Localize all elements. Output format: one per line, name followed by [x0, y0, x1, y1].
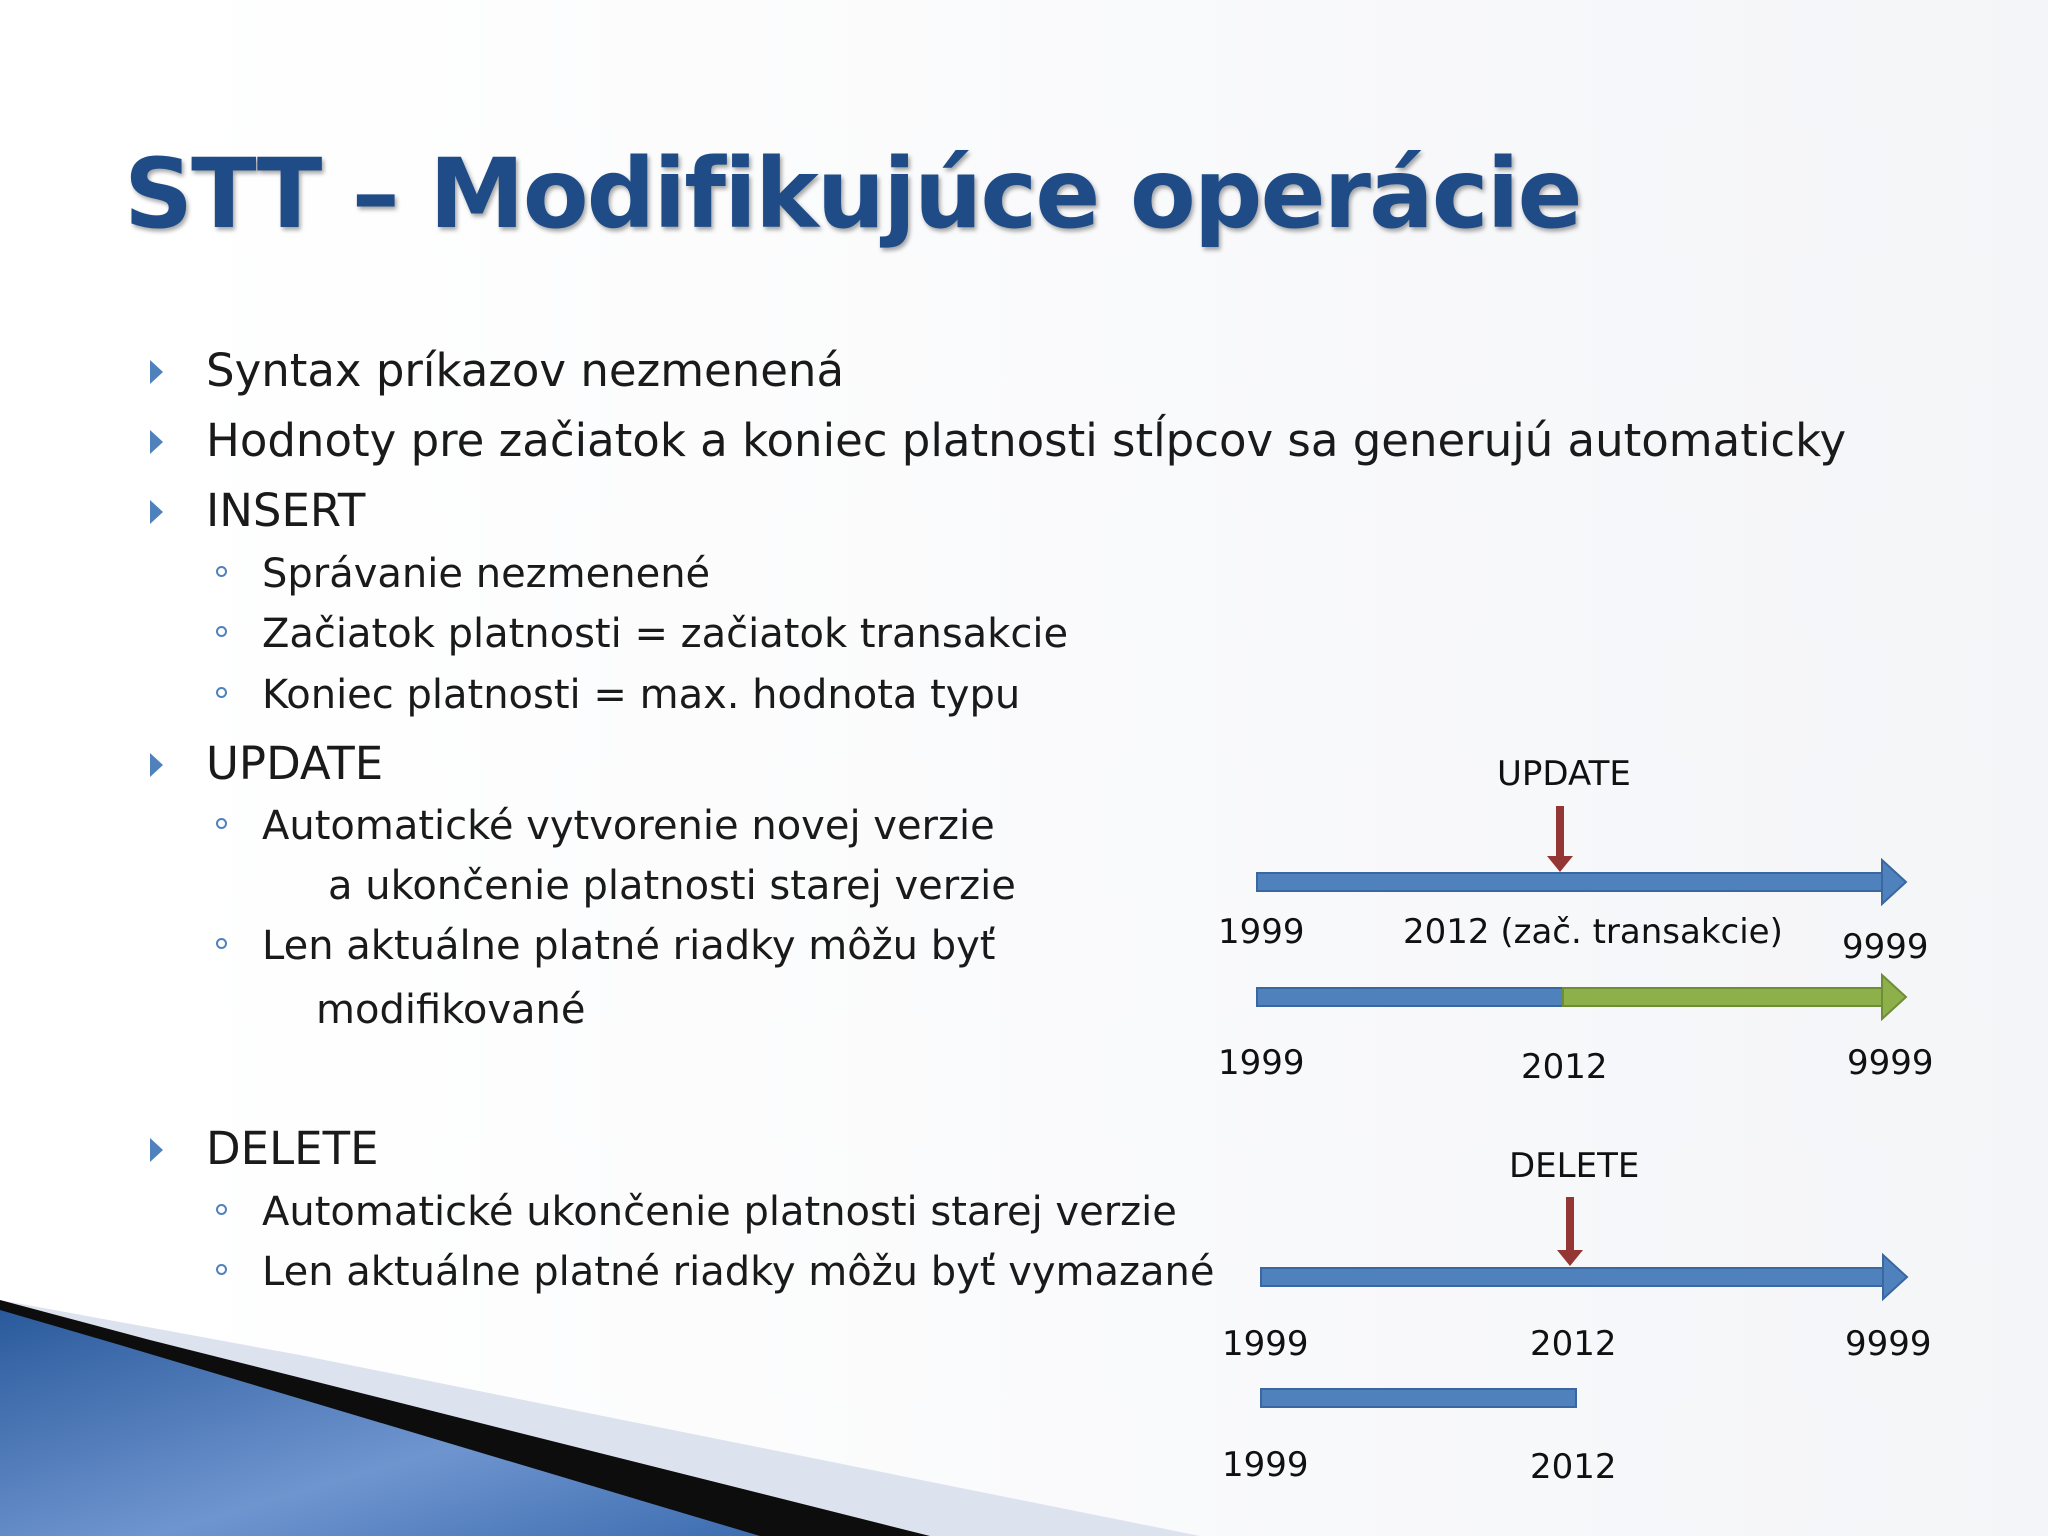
update-row1-end: 9999	[1842, 927, 1929, 967]
bullet-insert: INSERT	[206, 484, 366, 537]
sub-bullet-update-rows: Len aktuálne platné riadky môžu byť	[262, 923, 996, 969]
update-row2-new-version-arrow	[1563, 975, 1906, 1019]
delete-marker-arrow-icon	[1557, 1197, 1583, 1266]
sub-bullet-update-new-version-cont: a ukončenie platnosti starej verzie	[328, 863, 1016, 909]
update-row1-start: 1999	[1218, 912, 1305, 952]
sub-bullet-insert-start: Začiatok platnosti = začiatok transakcie	[262, 611, 1069, 657]
update-row2-end: 9999	[1847, 1043, 1934, 1083]
update-row2-old-version-bar	[1257, 988, 1563, 1006]
update-diagram-label: UPDATE	[1497, 754, 1631, 794]
delete-row1-arrow	[1261, 1255, 1907, 1299]
sub-bullet-insert-end: Koniec platnosti = max. hodnota typu	[262, 672, 1021, 718]
update-row2-middle: 2012	[1521, 1047, 1608, 1087]
sub-bullet-update-rows-cont: modifikované	[316, 987, 586, 1033]
bullet-update: UPDATE	[206, 737, 384, 790]
delete-row2-start: 1999	[1222, 1445, 1309, 1485]
bullet-values: Hodnoty pre začiatok a koniec platnosti stĺpcov sa generujú automaticky	[206, 414, 1847, 467]
slide-title: STT – Modifikujúce operácie	[124, 138, 1581, 250]
delete-row1-middle: 2012	[1530, 1324, 1617, 1364]
update-marker-arrow-icon	[1547, 806, 1573, 872]
sub-bullet-insert-behavior: Správanie nezmenené	[262, 551, 711, 597]
delete-row2-end: 2012	[1530, 1447, 1617, 1487]
delete-row1-start: 1999	[1222, 1324, 1309, 1364]
bullet-delete: DELETE	[206, 1122, 379, 1175]
delete-row2-bar	[1261, 1389, 1576, 1407]
sub-bullet-delete-rows: Len aktuálne platné riadky môžu byť vymazané	[262, 1249, 1215, 1295]
update-row1-middle: 2012 (zač. transakcie)	[1403, 912, 1783, 952]
delete-diagram-label: DELETE	[1509, 1146, 1640, 1186]
delete-row1-end: 9999	[1845, 1324, 1932, 1364]
update-row1-arrow	[1257, 860, 1906, 904]
sub-bullet-delete-end: Automatické ukončenie platnosti starej verzie	[262, 1189, 1177, 1235]
sub-bullet-update-new-version: Automatické vytvorenie novej verzie	[262, 803, 995, 849]
bullet-syntax: Syntax príkazov nezmenená	[206, 344, 845, 397]
update-row2-start: 1999	[1218, 1043, 1305, 1083]
